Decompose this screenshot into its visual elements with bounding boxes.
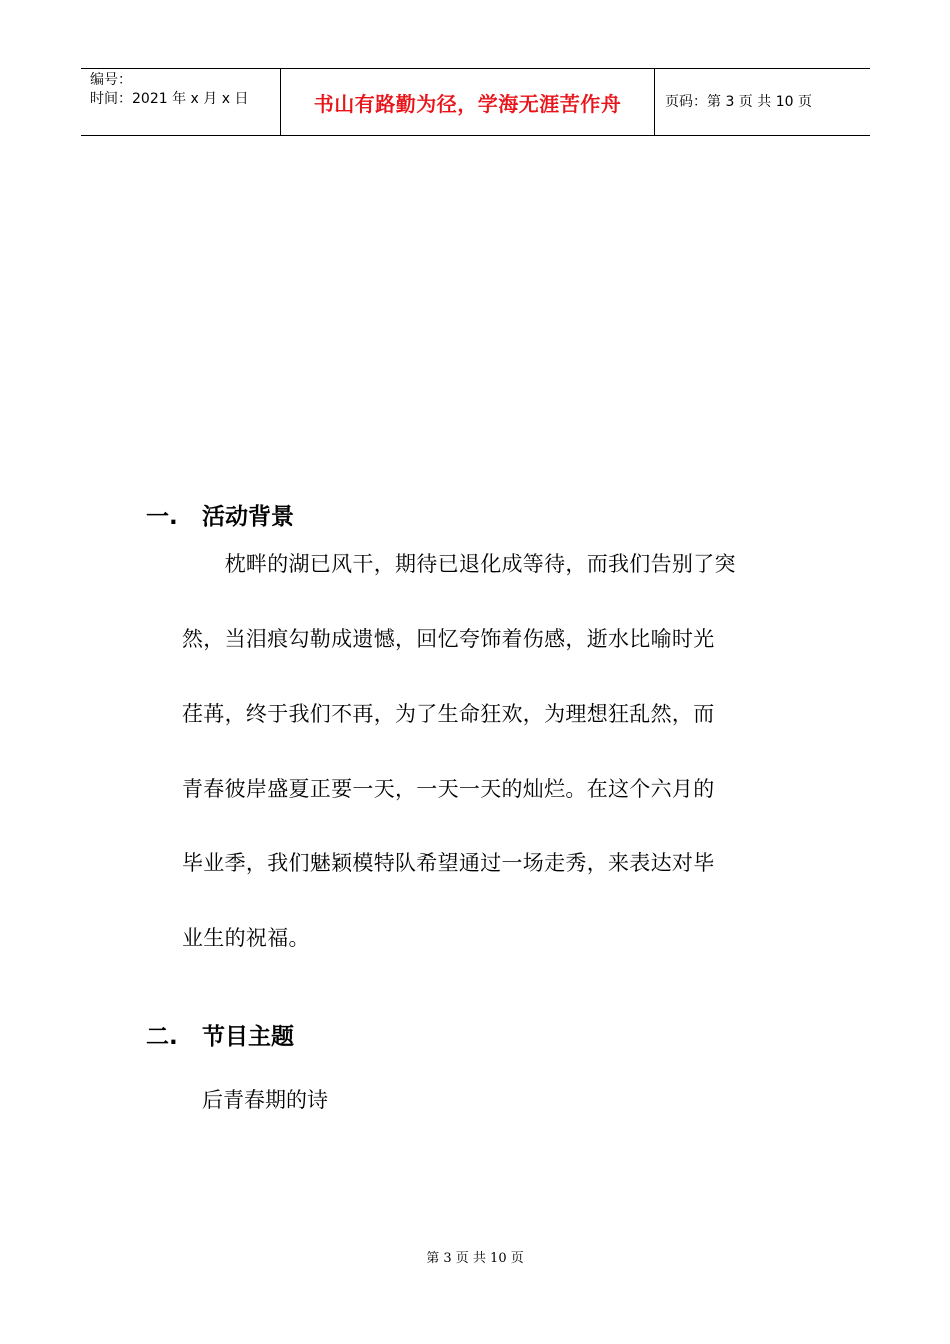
header-motto-cell	[281, 69, 655, 135]
header-meta-cell	[81, 69, 281, 135]
program-theme-text: 后青春期的诗	[202, 1088, 328, 1112]
header-page-info: 页码：第 3 页 共 10 页	[665, 93, 812, 110]
paragraph-line: 毕业季，我们魅颖模特队希望通过一场走秀，来表达对毕	[182, 851, 715, 875]
paragraph-line: 枕畔的湖已风干，期待已退化成等待，而我们告别了突	[182, 552, 736, 576]
paragraph-line: 然，当泪痕勾勒成遗憾，回忆夸饰着伤感，逝水比喻时光	[182, 627, 715, 651]
section-title: 节目主题	[202, 1024, 294, 1050]
header-page-cell	[655, 69, 870, 135]
page-footer: 第 3 页 共 10 页	[426, 1251, 524, 1266]
document-time-label: 时间：2021 年 x 月 x 日	[90, 91, 249, 107]
document-number-label: 编号：	[90, 72, 132, 88]
section-title: 活动背景	[202, 504, 294, 530]
page-header	[81, 68, 870, 136]
section-heading-background	[146, 498, 294, 531]
section-heading-theme	[146, 1018, 294, 1051]
header-motto: 书山有路勤为径，学海无涯苦作舟	[313, 91, 622, 116]
paragraph-line: 业生的祝福。	[182, 926, 310, 950]
section-number: 二.	[146, 1024, 178, 1050]
paragraph-line: 青春彼岸盛夏正要一天，一天一天的灿烂。在这个六月的	[182, 777, 715, 801]
paragraph-line: 荏苒，终于我们不再，为了生命狂欢，为理想狂乱然，而	[182, 702, 715, 726]
section-number: 一.	[146, 504, 178, 530]
